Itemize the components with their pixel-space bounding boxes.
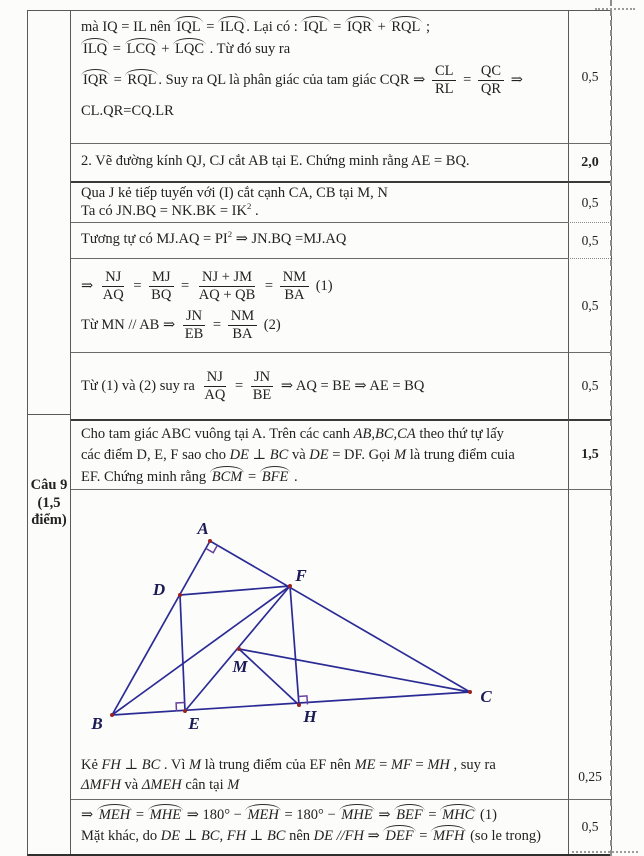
fraction <box>432 63 457 98</box>
fraction-numerator: NM <box>280 269 309 287</box>
solution-rows-column <box>71 11 611 854</box>
solution-line <box>81 150 562 172</box>
angle-arc: MHE <box>148 804 183 824</box>
text-run: cân tại <box>181 777 228 794</box>
fraction <box>196 269 259 304</box>
segment-MC <box>239 649 470 692</box>
point-B <box>110 713 114 717</box>
angle-arc: IQR <box>81 69 110 89</box>
segment-AB <box>112 541 210 715</box>
angle-arc: BFE <box>260 466 291 486</box>
fraction <box>148 269 174 304</box>
text-run: Cho tam giác ABC vuông tại A. Trên các canh <box>81 426 354 443</box>
segment-DE <box>180 595 185 711</box>
solution-line <box>81 804 562 825</box>
question-label-cau9 <box>28 415 70 854</box>
math-var: MH <box>427 757 450 774</box>
points-cell: 0,5 <box>568 258 611 352</box>
fraction-numerator: NM <box>228 308 257 326</box>
math-var: FH ⊥ BC <box>101 757 161 774</box>
vertex-label-M: M <box>232 657 248 677</box>
angle-arc: RQL <box>125 69 158 89</box>
text-run: các điểm D, E, F sao cho <box>81 446 230 463</box>
solution-content-cell <box>71 419 568 489</box>
fraction-denominator: BQ <box>151 287 172 304</box>
text-run: (1) <box>476 807 497 824</box>
text-run: . Suy ra QL là phân giác của tam giác CQR ⇒ <box>158 71 429 88</box>
fraction <box>280 269 309 304</box>
fraction-numerator: MJ <box>149 269 174 287</box>
text-run: = <box>129 278 146 295</box>
angle-arc: MHE <box>339 804 374 824</box>
text-run: ⇒ <box>507 71 523 88</box>
text-run: là trung điểm cuia <box>406 446 515 463</box>
vertex-label-D: D <box>152 580 166 600</box>
solution-content-cell <box>71 352 568 419</box>
math-var: AB,BC,CA <box>353 426 416 443</box>
math-var: M <box>227 777 240 794</box>
fraction-denominator: AQ <box>102 287 124 304</box>
fraction-numerator: CL <box>432 63 457 81</box>
text-run: = <box>261 278 277 295</box>
table-row <box>71 181 611 222</box>
math-var: ΔMFH <box>81 777 121 794</box>
fraction-denominator: RL <box>434 81 454 98</box>
fraction-denominator: EB <box>184 326 204 343</box>
solution-content-cell <box>71 489 568 799</box>
solution-line <box>81 424 562 445</box>
solution-line <box>81 755 562 775</box>
dotted-border-top-right <box>595 8 635 10</box>
angle-arc: IQL <box>174 16 202 36</box>
text-run: ⇒ <box>364 827 384 844</box>
solution-content-cell <box>71 222 568 258</box>
solution-line <box>81 185 562 203</box>
point-D <box>178 593 182 597</box>
angle-arc: ILQ <box>218 16 246 36</box>
fraction-numerator: NJ <box>102 269 124 287</box>
text-run: Mặt khác, do <box>81 827 161 844</box>
table-row <box>71 11 611 143</box>
fraction-numerator: JN <box>251 369 273 387</box>
fraction-numerator: JN <box>183 308 205 326</box>
text-run: Từ MN // AB ⇒ <box>81 317 179 334</box>
angle-arc: MFH <box>431 825 466 845</box>
angle-arc: IQR <box>345 16 374 36</box>
vertex-label-C: C <box>480 687 492 707</box>
text-run: CL.QR=CQ.LR <box>81 103 174 120</box>
vertex-label-H: H <box>303 707 317 727</box>
angle-arc: RQL <box>389 16 422 36</box>
text-run: = <box>415 827 432 844</box>
fraction-denominator: AQ <box>204 387 226 404</box>
table-row <box>71 143 611 181</box>
point-C <box>468 690 472 694</box>
text-run: , suy ra <box>449 757 496 774</box>
vertex-label-E: E <box>188 714 200 734</box>
text-run: (2) <box>260 317 281 334</box>
points-cell: 0,5 <box>568 352 611 419</box>
points-cell: 0,5 <box>568 181 611 222</box>
text-run: Qua J kẻ tiếp tuyến với (I) cắt cạnh CA, CB tại M, N <box>81 185 388 201</box>
fraction-numerator: NJ <box>204 369 226 387</box>
text-run: = <box>109 41 125 58</box>
question-column-empty-cell <box>28 11 70 415</box>
fraction-denominator: AQ + QB <box>198 287 256 304</box>
solution-line <box>81 200 562 221</box>
table-row <box>71 489 611 799</box>
fraction-numerator: NJ + JM <box>199 269 255 287</box>
text-run: = <box>375 757 391 774</box>
text-run: = <box>329 19 345 35</box>
text-run: = 180° − <box>280 807 340 824</box>
math-var: M <box>189 757 202 774</box>
fraction-denominator: BA <box>232 326 253 343</box>
fraction <box>201 369 228 404</box>
solution-line <box>81 445 562 466</box>
solution-line <box>81 38 562 60</box>
superscript: 2 <box>246 200 252 211</box>
solution-line <box>81 100 562 122</box>
text-run: ⇒ JN.BQ =MJ.AQ <box>232 231 347 248</box>
question-label-line: (1,5 <box>37 494 61 511</box>
triangle-diagram <box>77 495 562 745</box>
angle-arc: ILQ <box>81 38 109 58</box>
solution-content-cell <box>71 258 568 352</box>
text-run: + <box>373 19 390 35</box>
math-var: DE //FH <box>313 827 365 844</box>
points-cell: 0,25 <box>568 489 611 799</box>
fraction-denominator: BA <box>284 287 305 304</box>
solution-line <box>81 775 562 795</box>
math-var: M <box>394 446 407 463</box>
point-A <box>208 539 212 543</box>
table-row <box>71 258 611 352</box>
text-run: Ta có JN.BQ = NK.BK = IK <box>81 202 247 219</box>
solution-content-cell <box>71 799 568 854</box>
fraction-numerator: QC <box>478 63 504 81</box>
text-run: ⇒ AQ = BE ⇒ AE = BQ <box>277 378 425 395</box>
fraction <box>182 308 207 343</box>
text-run: Từ (1) và (2) suy ra <box>81 378 199 395</box>
text-run: 2. Vẽ đường kính QJ, CJ cắt AB tại E. Chứng minh rằng AE = BQ. <box>81 153 470 169</box>
solution-content-cell <box>71 181 568 222</box>
vertex-label-A: A <box>197 519 209 539</box>
text-run: mà IQ = IL nên <box>81 19 175 35</box>
math-var: DE ⊥ BC, FH ⊥ BC <box>160 827 286 844</box>
solution-line <box>81 466 562 488</box>
table-row <box>71 799 611 854</box>
text-run: ⇒ <box>374 807 395 824</box>
solution-line <box>81 267 562 306</box>
text-run: = <box>244 468 260 485</box>
text-run: = <box>459 71 475 88</box>
text-run: = <box>132 807 148 824</box>
text-run: . Từ đó suy ra <box>206 41 291 58</box>
angle-arc: BEF <box>394 804 425 824</box>
segment-BC <box>112 692 470 715</box>
fraction-denominator: BE <box>252 387 272 404</box>
dotted-border-bottom-right <box>572 851 638 853</box>
text-run: + <box>157 41 174 58</box>
math-var: DE ⊥ BC <box>229 446 289 463</box>
fraction-denominator: QR <box>480 81 502 98</box>
solution-line <box>81 367 562 406</box>
text-run: Kẻ <box>81 757 102 774</box>
angle-arc: MEH <box>97 804 132 824</box>
fraction <box>250 369 275 404</box>
text-run: . <box>251 202 259 219</box>
text-run: = <box>411 757 428 774</box>
text-run: ⇒ 180° − <box>183 807 246 824</box>
points-cell: 0,5 <box>568 11 611 143</box>
segment-DF <box>180 586 290 595</box>
fraction <box>100 269 127 304</box>
solution-line <box>81 228 562 250</box>
text-run: = DF. Gọi <box>328 446 395 463</box>
math-var: ME <box>354 757 376 774</box>
text-run: EF. Chứng minh rằng <box>81 468 210 485</box>
page-edge-dashed-line <box>610 0 612 856</box>
text-run: . Vì <box>160 757 190 774</box>
question-label-line: Câu 9 <box>30 477 68 493</box>
text-run: = <box>177 278 193 295</box>
text-run: Tương tự có MJ.AQ = PI <box>81 231 228 248</box>
text-run: . <box>290 468 298 485</box>
point-E <box>183 709 187 713</box>
table-row <box>71 222 611 258</box>
text-run: ; <box>422 19 431 35</box>
text-run: theo thứ tự lấy <box>415 426 504 443</box>
text-run: = <box>109 71 126 88</box>
angle-arc: LQC <box>173 38 206 58</box>
text-run: (1) <box>312 278 333 295</box>
solution-content-cell <box>71 143 568 181</box>
angle-arc: BCM <box>210 466 245 486</box>
math-var: DE <box>309 446 329 463</box>
point-H <box>297 703 301 707</box>
math-var: MF <box>390 757 412 774</box>
solution-line <box>81 61 562 100</box>
question-label-line: điểm) <box>31 512 67 529</box>
solution-line <box>81 306 562 345</box>
point-F <box>288 584 292 588</box>
segment-MH <box>239 649 299 705</box>
text-run: (so le trong) <box>466 827 541 844</box>
angle-arc: MHC <box>440 804 476 824</box>
angle-arc: IQL <box>301 16 329 36</box>
table-row <box>71 352 611 419</box>
vertex-label-B: B <box>91 714 103 734</box>
text-run: ⇒ <box>81 807 97 824</box>
points-cell: 2,0 <box>568 143 611 181</box>
text-run: = <box>424 807 441 824</box>
angle-arc: MEH <box>245 804 280 824</box>
geometry-figure <box>77 495 562 751</box>
text-run: ⇒ <box>81 278 97 295</box>
text-run: là trung điểm của EF nên <box>201 757 355 774</box>
segment-BF <box>112 586 290 715</box>
superscript: 2 <box>227 229 233 240</box>
text-run: = <box>202 19 219 35</box>
fraction <box>478 63 504 98</box>
solution-line <box>81 825 562 846</box>
text-run: . Lại có : <box>246 19 302 35</box>
solution-content-cell <box>71 11 568 143</box>
text-run: và <box>120 777 142 794</box>
text-run: và <box>288 446 310 463</box>
segment-FH <box>290 586 299 705</box>
angle-arc: DEF <box>383 825 415 845</box>
vertex-label-F: F <box>295 566 307 586</box>
text-run: nên <box>285 827 314 844</box>
angle-arc: LCQ <box>125 38 158 58</box>
answer-table <box>27 10 612 856</box>
text-run: = <box>231 378 247 395</box>
fraction <box>228 308 257 343</box>
point-M <box>237 647 241 651</box>
question-number-column <box>28 11 71 854</box>
points-cell: 0,5 <box>568 222 611 258</box>
text-run: = <box>209 317 225 334</box>
points-cell: 0,5 <box>568 799 611 854</box>
solution-line <box>81 16 562 38</box>
table-row <box>71 419 611 489</box>
points-cell: 1,5 <box>568 419 611 489</box>
math-var: ΔMEH <box>141 777 182 794</box>
